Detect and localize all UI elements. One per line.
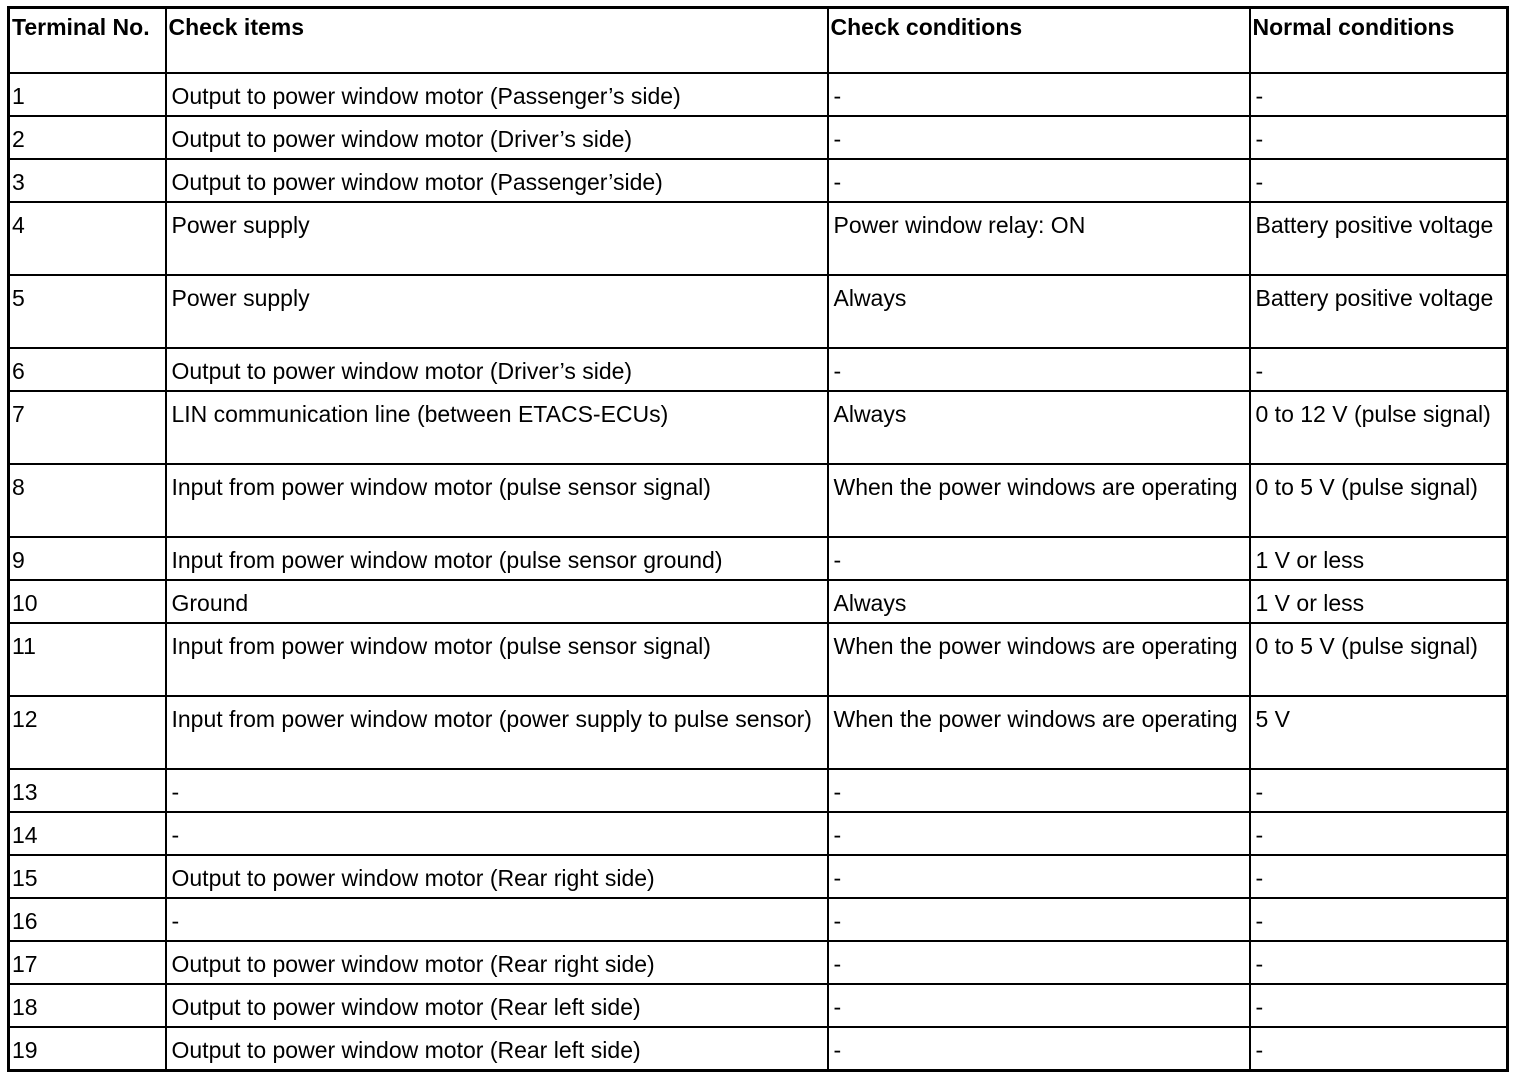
normal-condition-cell: - — [1250, 116, 1508, 159]
header-row — [9, 8, 1508, 74]
table-row — [9, 623, 1508, 696]
normal-condition-cell: Battery positive voltage — [1250, 202, 1508, 275]
normal-condition-cell: - — [1250, 984, 1508, 1027]
terminal-check-table — [7, 6, 1509, 1072]
terminal-cell: 3 — [9, 159, 166, 202]
table-row — [9, 580, 1508, 623]
check-condition-cell: When the power windows are operating — [828, 696, 1250, 769]
table-row — [9, 855, 1508, 898]
terminal-cell: 14 — [9, 812, 166, 855]
normal-condition-cell: - — [1250, 898, 1508, 941]
table-row — [9, 275, 1508, 348]
check-condition-cell: - — [828, 348, 1250, 391]
check-condition-cell: Always — [828, 391, 1250, 464]
check-item-cell: Output to power window motor (Rear left side) — [166, 1027, 828, 1071]
terminal-cell: 5 — [9, 275, 166, 348]
table-row — [9, 391, 1508, 464]
table-row — [9, 696, 1508, 769]
table-row — [9, 116, 1508, 159]
table-row — [9, 464, 1508, 537]
check-item-cell: Input from power window motor (power supply to pulse sensor) — [166, 696, 828, 769]
normal-condition-cell: Battery positive voltage — [1250, 275, 1508, 348]
table-row — [9, 941, 1508, 984]
table-row — [9, 769, 1508, 812]
table-row — [9, 348, 1508, 391]
check-item-cell: Output to power window motor (Passenger’s side) — [166, 73, 828, 116]
normal-condition-cell: - — [1250, 812, 1508, 855]
check-condition-cell: - — [828, 537, 1250, 580]
normal-condition-cell: 0 to 5 V (pulse signal) — [1250, 464, 1508, 537]
normal-condition-cell: 1 V or less — [1250, 580, 1508, 623]
normal-condition-cell: - — [1250, 73, 1508, 116]
terminal-cell: 1 — [9, 73, 166, 116]
normal-condition-cell: 0 to 5 V (pulse signal) — [1250, 623, 1508, 696]
normal-condition-cell: - — [1250, 855, 1508, 898]
check-item-cell: Output to power window motor (Rear right side) — [166, 941, 828, 984]
check-condition-cell: - — [828, 73, 1250, 116]
header-check-conditions: Check conditions — [828, 8, 1250, 74]
normal-condition-cell: 0 to 12 V (pulse signal) — [1250, 391, 1508, 464]
check-item-cell: Output to power window motor (Rear left side) — [166, 984, 828, 1027]
table-row — [9, 73, 1508, 116]
terminal-cell: 18 — [9, 984, 166, 1027]
check-condition-cell: Always — [828, 580, 1250, 623]
terminal-cell: 2 — [9, 116, 166, 159]
normal-condition-cell: - — [1250, 159, 1508, 202]
table-row — [9, 202, 1508, 275]
check-item-cell: - — [166, 898, 828, 941]
header-check-items: Check items — [166, 8, 828, 74]
normal-condition-cell: - — [1250, 941, 1508, 984]
terminal-cell: 11 — [9, 623, 166, 696]
terminal-cell: 4 — [9, 202, 166, 275]
check-condition-cell: Power window relay: ON — [828, 202, 1250, 275]
check-condition-cell: - — [828, 769, 1250, 812]
check-item-cell: LIN communication line (between ETACS-ECUs) — [166, 391, 828, 464]
check-item-cell: Output to power window motor (Rear right side) — [166, 855, 828, 898]
check-condition-cell: - — [828, 984, 1250, 1027]
check-condition-cell: When the power windows are operating — [828, 464, 1250, 537]
table-row — [9, 898, 1508, 941]
check-item-cell: Output to power window motor (Passenger’side) — [166, 159, 828, 202]
check-condition-cell: - — [828, 941, 1250, 984]
check-item-cell: Power supply — [166, 275, 828, 348]
normal-condition-cell: - — [1250, 769, 1508, 812]
header-normal-conditions: Normal conditions — [1250, 8, 1508, 74]
check-item-cell: Power supply — [166, 202, 828, 275]
check-condition-cell: - — [828, 855, 1250, 898]
normal-condition-cell: - — [1250, 348, 1508, 391]
terminal-cell: 10 — [9, 580, 166, 623]
terminal-cell: 9 — [9, 537, 166, 580]
check-condition-cell: - — [828, 812, 1250, 855]
terminal-cell: 15 — [9, 855, 166, 898]
terminal-cell: 17 — [9, 941, 166, 984]
terminal-cell: 16 — [9, 898, 166, 941]
check-condition-cell: - — [828, 898, 1250, 941]
check-condition-cell: - — [828, 159, 1250, 202]
check-item-cell: Ground — [166, 580, 828, 623]
check-condition-cell: When the power windows are operating — [828, 623, 1250, 696]
check-item-cell: Input from power window motor (pulse sensor signal) — [166, 464, 828, 537]
check-item-cell: Output to power window motor (Driver’s side) — [166, 348, 828, 391]
terminal-cell: 7 — [9, 391, 166, 464]
terminal-cell: 19 — [9, 1027, 166, 1071]
check-condition-cell: - — [828, 116, 1250, 159]
check-item-cell: - — [166, 769, 828, 812]
terminal-cell: 8 — [9, 464, 166, 537]
table-row — [9, 159, 1508, 202]
terminal-cell: 12 — [9, 696, 166, 769]
check-item-cell: Input from power window motor (pulse sensor ground) — [166, 537, 828, 580]
check-item-cell: Output to power window motor (Driver’s side) — [166, 116, 828, 159]
normal-condition-cell: 5 V — [1250, 696, 1508, 769]
table-row — [9, 812, 1508, 855]
normal-condition-cell: - — [1250, 1027, 1508, 1071]
table-row — [9, 537, 1508, 580]
check-item-cell: Input from power window motor (pulse sensor signal) — [166, 623, 828, 696]
normal-condition-cell: 1 V or less — [1250, 537, 1508, 580]
check-item-cell: - — [166, 812, 828, 855]
terminal-cell: 6 — [9, 348, 166, 391]
check-condition-cell: Always — [828, 275, 1250, 348]
check-condition-cell: - — [828, 1027, 1250, 1071]
header-terminal-no: Terminal No. — [9, 8, 166, 74]
table-row — [9, 984, 1508, 1027]
terminal-cell: 13 — [9, 769, 166, 812]
